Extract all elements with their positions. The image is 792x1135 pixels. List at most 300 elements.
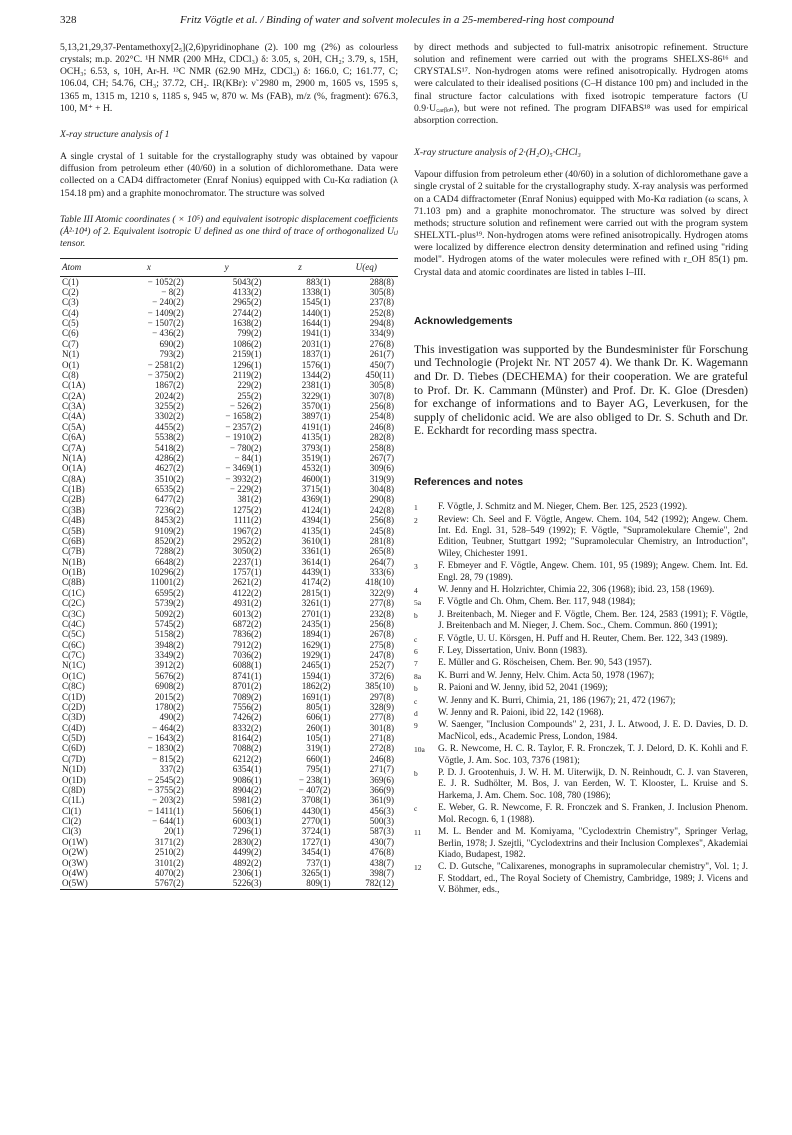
value-cell: 1757(1) [232,567,262,578]
value-cell: 4124(1) [301,504,331,515]
table-row [60,671,398,681]
atom-cell: C(6B) [62,535,85,546]
value-cell: 6088(1) [232,660,262,671]
value-cell: 1862(2) [301,681,331,692]
atom-cell: C(2A) [62,390,86,401]
value-cell: 490(2) [159,712,184,723]
value-cell: 3570(1) [301,401,331,412]
value-cell: 242(8) [369,504,394,515]
value-cell: 254(8) [369,411,394,422]
table-row [60,795,398,805]
reference-item [414,597,748,608]
atom-cell: C(7C) [62,650,85,661]
reference-text: F. Ebmeyer and F. Vögtle, Angew. Chem. 101, 95 (1989); Angew. Chem. Int. Ed. Engl. 28, 79 (1989). [438,561,748,583]
value-cell: 290(8) [369,494,394,505]
reference-number: c [414,804,418,814]
value-cell: 8701(2) [232,681,262,692]
value-cell: − 84(1) [234,452,262,463]
value-cell: 3265(1) [301,867,331,878]
table-header-cell: U(eq) [335,259,398,276]
value-cell: 4455(2) [154,421,184,432]
value-cell: − 1910(2) [225,432,262,443]
table-body [60,276,398,889]
value-cell: 4499(2) [232,847,262,858]
value-cell: 7296(1) [232,826,262,837]
value-cell: 5767(2) [110,878,188,889]
value-cell: 4070(2) [154,867,184,878]
atom-cell: C(5B) [62,525,85,536]
table-row [60,775,398,785]
value-cell: 6013(2) [232,608,262,619]
table-row [60,577,398,587]
value-cell: 3171(2) [154,836,184,847]
atom-cell: C(7) [62,338,79,349]
table-row [60,370,398,380]
atom-cell: C(6D) [62,743,86,754]
atom-cell: C(8C) [62,681,85,692]
reference-text: W. Saenger, "Inclusion Compounds" 2, 231, J. L. Atwood, J. E. D. Davies, D. D. MacNicol, eds., Academic Press, London, 1984. [438,720,748,742]
atom-cell: C(5C) [62,629,85,640]
value-cell: 2159(1) [232,349,262,360]
value-cell: 795(1) [306,764,331,775]
value-cell: − 780(2) [229,442,262,453]
table-row [60,308,398,318]
value-cell: 8453(2) [154,515,184,526]
value-cell: 782(12) [335,878,398,889]
table-row [60,505,398,515]
reference-item [414,744,748,767]
value-cell: 361(9) [369,795,394,806]
value-cell: 2510(2) [154,847,184,858]
value-cell: 3948(2) [154,639,184,650]
table-row [60,318,398,328]
value-cell: 793(2) [159,349,184,360]
value-cell: − 2357(2) [225,421,262,432]
value-cell: 4600(1) [301,473,331,484]
value-cell: − 238(1) [298,774,331,785]
reference-item [414,708,748,719]
value-cell: 5676(2) [154,670,184,681]
value-cell: − 1411(1) [147,805,184,816]
value-cell: − 3750(2) [147,369,184,380]
value-cell: 1941(1) [301,328,331,339]
value-cell: 7288(2) [154,546,184,557]
value-cell: 4627(2) [154,463,184,474]
value-cell: 500(3) [369,816,394,827]
atom-cell: C(8A) [62,473,86,484]
value-cell: 305(8) [369,286,394,297]
reference-number: 10a [414,745,425,755]
reference-number: 1 [414,503,418,513]
value-cell: 805(1) [306,701,331,712]
value-cell: 333(6) [369,567,394,578]
value-cell: 246(8) [369,421,394,432]
value-cell: 7089(2) [232,691,262,702]
reference-item [414,634,748,645]
value-cell: 398(7) [369,867,394,878]
table-row [60,546,398,556]
value-cell: − 815(2) [152,753,184,764]
value-cell: − 526(2) [229,401,262,412]
table-row [60,443,398,453]
value-cell: 450(11) [365,369,394,380]
value-cell: 587(3) [369,826,394,837]
value-cell: 5158(2) [154,629,184,640]
value-cell: 3361(1) [301,546,331,557]
value-cell: 6595(2) [154,587,184,598]
value-cell: 4532(1) [301,463,331,474]
reference-item [414,561,748,584]
value-cell: 1296(1) [232,359,262,370]
table-row [60,297,398,307]
table-row [60,629,398,639]
value-cell: 305(8) [369,380,394,391]
table-row [60,536,398,546]
reference-number: 3 [414,562,418,572]
value-cell: 1594(1) [301,670,331,681]
atom-cell: C(5D) [62,733,86,744]
atom-cell: C(2C) [62,598,85,609]
reference-text: F. Vögtle, U. U. Körsgen, H. Puff and H. Reuter, Chem. Ber. 122, 343 (1989). [438,633,728,644]
reference-text: C. D. Gutsche, "Calixarenes, monographs in supramolecular chemistry", Vol. 1; J. F. Stoddart, ed., The Royal Society of Chemistry, Cambridge, 1989; J. Vicens and V. Böhmer, eds., [438,862,748,896]
value-cell: 4135(1) [301,432,331,443]
value-cell: 6354(1) [232,764,262,775]
table-row [60,723,398,733]
value-cell: 8520(2) [154,535,184,546]
value-cell: 799(2) [237,328,262,339]
value-cell: 4122(2) [232,587,262,598]
reference-item [414,696,748,707]
table-row [60,463,398,473]
atom-cell: O(1) [62,359,80,370]
atom-cell: O(1D) [62,774,86,785]
table-row [60,411,398,421]
value-cell: 105(1) [306,733,331,744]
xray2-heading: X-ray structure analysis of 2·(H₂O)₅·CHCl₃ [414,147,581,159]
value-cell: − 1643(2) [147,733,184,744]
table-row [60,598,398,608]
table-header-cell: Atom [60,259,110,276]
left-column [60,42,398,890]
value-cell: 4174(2) [301,577,331,588]
value-cell: 4931(2) [232,598,262,609]
table-header-row [60,259,398,276]
reference-item [414,658,748,669]
value-cell: 246(8) [369,753,394,764]
value-cell: 2770(1) [301,816,331,827]
value-cell: 3255(2) [154,401,184,412]
table-row [60,453,398,463]
value-cell: 256(8) [369,401,394,412]
value-cell: − 3755(2) [147,784,184,795]
table-row [60,328,398,338]
value-cell: 3715(1) [301,484,331,495]
value-cell: − 407(2) [298,784,331,795]
value-cell: 2965(2) [232,297,262,308]
value-cell: 2815(1) [301,587,331,598]
value-cell: 288(8) [369,276,394,287]
value-cell: 1638(2) [232,318,262,329]
value-cell: 252(7) [369,660,394,671]
value-cell: 1576(1) [301,359,331,370]
atom-cell: C(4B) [62,515,85,526]
table-row [60,806,398,816]
value-cell: − 2545(2) [147,774,184,785]
value-cell: 450(7) [369,359,394,370]
table-row [60,609,398,619]
value-cell: 256(8) [369,515,394,526]
value-cell: 319(1) [306,743,331,754]
value-cell: 5043(2) [232,276,262,287]
value-cell: − 1830(2) [147,743,184,754]
xray1-heading: X-ray structure analysis of 1 [60,128,170,140]
value-cell: 252(8) [369,307,394,318]
table-row [60,785,398,795]
table-row [60,733,398,743]
atom-cell: C(2) [62,286,79,297]
continued-paragraph: by direct methods and subjected to full-matrix anisotropic refinement. Structure solution and refinement were carried out with the programs SHELXS-86¹⁶ and CRYSTALS¹⁷. Non-hydrogen atoms were refined anisotropically. Hydrogen atoms were calculated to their idealised positions (C–H distance 100 pm) and included in the final structure factor calculations with fixed isotropic temperature factors (U 0.9·U꜀ₐᵣᵦₒₙ), but were not refined. The program DIFABS¹⁸ was used for empirical absorption correction. [414,42,748,126]
atom-cell: N(1A) [62,452,86,463]
value-cell: 297(8) [369,691,394,702]
value-cell: 8164(2) [232,733,262,744]
value-cell: 418(10) [365,577,394,588]
reference-item [414,720,748,743]
atom-cell: O(1W) [62,836,88,847]
table-row [60,432,398,442]
atom-cell: Cl(3) [62,826,82,837]
reference-text: F. Vögtle and Ch. Ohm, Chem. Ber. 117, 948 (1984); [438,597,636,608]
value-cell: 4892(2) [232,857,262,868]
value-cell: − 644(1) [152,816,184,827]
value-cell: 1338(1) [301,286,331,297]
value-cell: 8332(2) [232,722,262,733]
value-cell: 2621(2) [232,577,262,588]
atom-cell: C(4C) [62,618,85,629]
atom-cell: C(6C) [62,639,85,650]
atom-cell: C(1) [62,276,79,287]
value-cell: 1780(2) [154,701,184,712]
value-cell: 277(8) [369,598,394,609]
value-cell: 247(8) [369,650,394,661]
value-cell: 737(1) [306,857,331,868]
atom-cell: C(6A) [62,432,86,443]
value-cell: − 3932(2) [225,473,262,484]
value-cell: 261(7) [369,349,394,360]
value-cell: − 8(2) [161,286,184,297]
value-cell: 3349(2) [154,650,184,661]
value-cell: 3912(2) [154,660,184,671]
value-cell: 1837(1) [301,349,331,360]
value-cell: 2119(2) [233,369,262,380]
value-cell: 456(3) [369,805,394,816]
value-cell: 438(7) [369,857,394,868]
value-cell: 267(8) [369,629,394,640]
value-cell: 2830(2) [232,836,262,847]
value-cell: 7836(2) [232,629,262,640]
value-cell: − 3469(1) [225,463,262,474]
atom-cell: C(3D) [62,712,86,723]
atom-cell: C(1A) [62,380,86,391]
value-cell: 272(8) [369,743,394,754]
value-cell: 3454(1) [301,847,331,858]
reference-text: F. Vögtle, J. Schmitz and M. Nieger, Chem. Ber. 125, 2523 (1992). [438,502,688,513]
value-cell: 5606(1) [232,805,262,816]
table-row [60,360,398,370]
reference-number: 2 [414,515,418,525]
table-row [60,826,398,836]
value-cell: 2465(1) [301,660,331,671]
value-cell: 307(8) [369,390,394,401]
value-cell: 1867(2) [154,380,184,391]
table-row [60,287,398,297]
value-cell: 4135(1) [301,525,331,536]
value-cell: 381(2) [237,494,262,505]
reference-number: 12 [414,863,422,873]
value-cell: 1440(1) [301,307,331,318]
atom-cell: C(2B) [62,494,85,505]
atom-cell: N(1B) [62,556,86,567]
running-title: Fritz Vögtle et al. / Binding of water and solvent molecules in a 25-membered-ring host compound [180,14,615,26]
value-cell: 1086(2) [232,338,262,349]
atom-cell: C(3) [62,297,79,308]
value-cell: 264(7) [369,556,394,567]
value-cell: 4133(2) [232,286,262,297]
value-cell: 3708(1) [301,795,331,806]
reference-item [414,768,748,802]
reference-number: 9 [414,721,418,731]
atom-cell: C(4D) [62,722,86,733]
value-cell: 281(8) [369,535,394,546]
value-cell: 4369(1) [301,494,331,505]
value-cell: 5739(2) [154,598,184,609]
atom-cell: C(1L) [62,795,85,806]
value-cell: 2306(1) [232,867,262,878]
reference-item [414,827,748,861]
value-cell: 1691(1) [301,691,331,702]
right-column [414,42,748,898]
reference-number: 4 [414,585,418,595]
value-cell: 4394(1) [301,515,331,526]
atom-cell: C(8) [62,369,79,380]
value-cell: 809(1) [266,878,335,889]
value-cell: 322(9) [369,587,394,598]
value-cell: 3614(1) [301,556,331,567]
atom-cell: C(7A) [62,442,86,453]
value-cell: 2744(2) [232,307,262,318]
reference-item [414,515,748,561]
atom-cell: C(8D) [62,784,86,795]
atom-cell: C(6) [62,328,79,339]
reference-number: 7 [414,659,418,669]
reference-item [414,646,748,657]
table-row [60,494,398,504]
atom-cell: C(3C) [62,608,85,619]
value-cell: 372(6) [369,670,394,681]
reference-item [414,671,748,682]
atom-cell: O(2W) [62,847,88,858]
table-row [60,391,398,401]
table-row [60,754,398,764]
reference-text: E. Weber, G. R. Newcome, F. R. Fronczek and S. Franken, J. Inclusion Phenom. Mol. Recogn. 6, 1 (1988). [438,803,748,825]
value-cell: − 436(2) [152,328,184,339]
value-cell: 232(8) [369,608,394,619]
value-cell: 309(6) [369,463,394,474]
value-cell: 4191(1) [301,421,331,432]
value-cell: 3724(1) [301,826,331,837]
atom-cell: C(1D) [62,691,86,702]
xray1-paragraph: A single crystal of 1 suitable for the crystallography study was obtained by vapour diffusion from petroleum ether (40/60) in a solution of dichloromethane. Data were collected on a CAD4 diffractometer (Enraf Nonius) equipped with Cu-Kα radiation (λ 154.18 pm) and a graphite monochromator. The structure was solved [60,151,398,199]
value-cell: 6003(1) [232,816,262,827]
value-cell: − 229(2) [229,484,262,495]
table-row [60,380,398,390]
value-cell: 7556(2) [232,701,262,712]
xray2-paragraph: Vapour diffusion from petroleum ether (40/60) in a solution of dichloromethane gave a single crystal of 2 suitable for the crystallography study. X-ray analysis was performed on a CAD4 diffractometer (Enraf Nonius) equipped with Mo-Kα radiation (ω scans, λ 71.103 pm) and a graphite monochromator. The structure was solved by direct methods; structure solution and refinement were carried out with the program system SHELXTL-plus¹⁹. Non-hydrogen atoms were refined anisotropically. Hydrogen atoms were localized by difference electron density determination and refined using "riding model". Hydrogen atoms of the water molecules were refined with r_OH 85(1) pm. Crystal data and atomic coordinates are listed in tables I–III. [414,169,748,278]
value-cell: 267(7) [369,452,394,463]
table-header-cell: x [110,259,188,276]
table-row [60,557,398,567]
value-cell: 3101(2) [154,857,184,868]
table-row [60,743,398,753]
table-row [60,650,398,660]
value-cell: 5226(3) [188,878,266,889]
value-cell: 6908(2) [154,681,184,692]
value-cell: 6477(2) [154,494,184,505]
atom-cell: C(4A) [62,411,86,422]
atom-cell: C(4) [62,307,79,318]
value-cell: 6212(2) [232,753,262,764]
table-row [60,276,398,287]
value-cell: − 1658(2) [225,411,262,422]
value-cell: 319(9) [369,473,394,484]
value-cell: 301(8) [369,722,394,733]
atom-cell: O(4W) [62,867,88,878]
reference-text: R. Paioni and W. Jenny, ibid 52, 2041 (1969); [438,683,608,694]
running-header [60,14,748,30]
reference-text: F. Ley, Dissertation, Univ. Bonn (1983). [438,646,588,656]
value-cell: 6648(2) [154,556,184,567]
table-row [60,640,398,650]
value-cell: 4439(1) [301,567,331,578]
value-cell: 5981(2) [232,795,262,806]
reference-number: b [414,684,418,694]
value-cell: 304(8) [369,484,394,495]
atom-cell: O(1A) [62,463,86,474]
reference-number: 6 [414,647,418,656]
value-cell: 328(9) [369,701,394,712]
atom-cell: C(2D) [62,701,86,712]
value-cell: 2435(1) [301,618,331,629]
value-cell: 237(8) [369,297,394,308]
atom-cell: C(5) [62,318,79,329]
atom-cell: C(1B) [62,484,85,495]
reference-item [414,585,748,596]
atom-cell: C(8B) [62,577,85,588]
page-number: 328 [60,14,77,26]
reference-item [414,610,748,633]
value-cell: 366(9) [369,784,394,795]
reference-number: 11 [414,828,422,838]
value-cell: 271(7) [369,764,394,775]
reference-number: 5a [414,598,422,608]
table-row [60,588,398,598]
value-cell: 9109(2) [154,525,184,536]
reference-text: M. L. Bender and M. Komiyama, "Cyclodextrin Chemistry", Springer Verlag, Berlin, 1978; J. Szejtli, "Cyclodextrins and their Inclusion Complexes", Akademiai Kiado, Budapest, 1982. [438,827,748,860]
acknowledgements-heading: Acknowledgements [414,314,513,327]
value-cell: 7236(2) [154,504,184,515]
value-cell: − 203(2) [152,795,184,806]
value-cell: 4430(1) [301,805,331,816]
value-cell: 3510(2) [154,473,184,484]
